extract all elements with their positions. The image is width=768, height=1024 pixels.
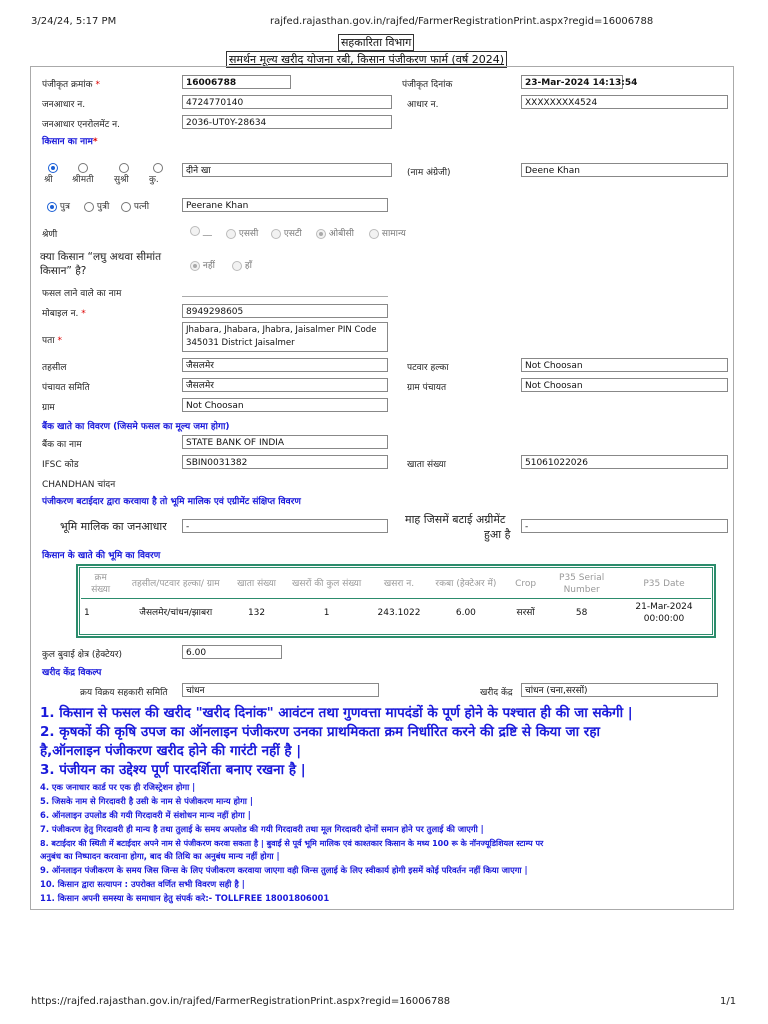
category-blank[interactable]: __: [190, 226, 212, 237]
col-khata: खाता संख्या: [237, 579, 276, 589]
small-farmer-yes[interactable]: हाँ: [232, 258, 252, 271]
department-title: सहकारिता विभाग: [338, 34, 414, 51]
enrol-label: जनआधार एनरोलमेंट न.: [42, 120, 120, 130]
patwar-field[interactable]: Not Choosan: [521, 358, 728, 372]
print-page-number: 1/1: [720, 996, 737, 1007]
reg-no-label: पंजीकृत क्रमांक *: [42, 80, 100, 90]
address-line-1: Jhabara, Jhabara, Jhabra, Jaisalmer PIN Code: [186, 325, 377, 335]
print-url: rajfed.rajasthan.gov.in/rajfed/FarmerRegistrationPrint.aspx?regid=16006788: [270, 16, 654, 27]
cell-crop: सरसों: [516, 608, 535, 618]
tehsil-label: तहसील: [42, 363, 67, 373]
land-owner-field[interactable]: -: [182, 519, 388, 533]
tehsil-field[interactable]: जैसलमेर: [182, 358, 388, 372]
cell-area: 6.00: [455, 608, 476, 618]
category-obc[interactable]: ओबीसी: [316, 226, 354, 239]
mobile-field[interactable]: 8949298605: [182, 304, 388, 318]
reg-date-field[interactable]: 23-Mar-2024 14:13:54: [521, 75, 623, 89]
title-label-shrimati: श्रीमती: [72, 175, 94, 185]
note-8a: 8. बटाईदार की स्थिती में बटाईदार अपने नाम से पंजीकरण करवा सकता है | बुवाई से पूर्व भूमि मालिक एवं काश्तकार किसान के मध्य 100 रू के नॉनज्यूडिशियल स्टाम्प पर: [40, 839, 544, 848]
cell-tehsil: जैसलमेर/चांधन/झाबरा: [139, 608, 213, 618]
aadhar-label: आधार न.: [407, 100, 439, 110]
society-field[interactable]: चांधन: [182, 683, 379, 697]
father-name-field[interactable]: Peerane Khan: [182, 198, 388, 212]
enrol-field[interactable]: 2036-UT0Y-28634: [182, 115, 392, 129]
note-2b: है,ऑनलाइन पंजीकरण खरीद होने की गारंटी नहीं है |: [40, 743, 302, 759]
address-field[interactable]: [182, 322, 388, 352]
address-label: पता *: [42, 336, 62, 346]
form-title: समर्थन मूल्य खरीद योजना रबी, किसान पंजीकरण फार्म (वर्ष 2024): [226, 51, 507, 68]
col-p35-serial: P35 Serial Number: [559, 573, 605, 595]
name-hindi-field[interactable]: दीने खा: [182, 163, 392, 177]
gram-label: ग्राम: [42, 403, 55, 413]
small-farmer-question-2: किसान” है?: [40, 265, 87, 277]
category-general[interactable]: सामान्य: [369, 226, 406, 239]
agreement-month-field[interactable]: -: [521, 519, 728, 533]
cell-khasra-count: 1: [323, 608, 330, 618]
panchayat-samiti-label: पंचायत समिति: [42, 383, 90, 393]
gram-panchayat-label: ग्राम पंचायत: [407, 383, 447, 393]
address-line-2: 345031 District Jaisalmer: [186, 338, 295, 348]
print-footer-url: https://rajfed.rajasthan.gov.in/rajfed/FarmerRegistrationPrint.aspx?regid=16006788: [31, 996, 451, 1007]
land-table-header: [81, 570, 711, 599]
reg-no-field[interactable]: 16006788: [182, 75, 291, 89]
centre-section-title: खरीद केंद्र विकल्प: [42, 668, 102, 678]
centre-field[interactable]: चांधन (चना,सरसों): [521, 683, 718, 697]
aadhar-field[interactable]: XXXXXXXX4524: [521, 95, 728, 109]
note-3: 3. पंजीयन का उद्देश्य पूर्ण पारदर्शिता बनाए रखना है |: [40, 762, 306, 778]
relation-patni[interactable]: पत्नी: [121, 199, 149, 212]
society-label: क्रय विक्रय सहकारी समिति: [80, 688, 168, 698]
col-tehsil: तहसील/पटवार हल्का/ ग्राम: [131, 579, 220, 589]
centre-label: खरीद केंद्र: [480, 688, 513, 698]
bank-branch: CHANDHAN चांदन: [42, 480, 116, 490]
small-farmer-question-1: क्या किसान “लघु अथवा सीमांत: [40, 251, 162, 263]
bank-name-field[interactable]: STATE BANK OF INDIA: [182, 435, 388, 449]
note-11: 11. किसान अपनी समस्या के समाधान हेतु संपर्क करे:- TOLLFREE 18001806001: [40, 893, 330, 903]
sharecrop-section-title: पंजीकरण बटाईदार द्वारा करवाया है तो भूमि मालिक एवं एग्रीमेंट संक्षिप्त विवरण: [42, 497, 301, 507]
print-datetime: 3/24/24, 5:17 PM: [31, 16, 117, 27]
mobile-label: मोबाइल न. *: [42, 309, 86, 319]
crop-bringer-label: फसल लाने वाले का नाम: [42, 289, 122, 299]
col-area: रकबा (हेक्टेअर में): [435, 579, 497, 589]
note-1: 1. किसान से फसल की खरीद "खरीद दिनांक" आवंटन तथा गुणवत्ता मापदंडों के पूर्ण होने के पश्चात ही की जा सकेगी |: [40, 705, 633, 721]
col-serial: क्रम संख्या: [91, 573, 111, 595]
cell-p35-date: 21-Mar-2024 00:00:00: [635, 602, 693, 624]
name-english-label: (नाम अंग्रेजी): [407, 168, 451, 178]
agreement-month-label-1: माह जिसमें बटाई अग्रीमेंट: [405, 513, 506, 526]
crop-bringer-field[interactable]: [182, 296, 388, 297]
note-5: 5. जिसके नाम से गिरदावरी है उसी के नाम से पंजीकरण मान्य होगा |: [40, 796, 253, 806]
col-khasra-no: खसरा न.: [383, 579, 415, 589]
category-st[interactable]: एसटी: [271, 226, 302, 239]
patwar-label: पटवार हल्का: [407, 363, 449, 373]
account-field[interactable]: 51061022026: [521, 455, 728, 469]
name-english-field[interactable]: Deene Khan: [521, 163, 728, 177]
janaadhar-field[interactable]: 4724770140: [182, 95, 392, 109]
table-row: [81, 599, 711, 628]
category-label: श्रेणी: [42, 230, 58, 240]
panchayat-samiti-field[interactable]: जैसलमेर: [182, 378, 388, 392]
title-label-ku: कु.: [149, 175, 159, 185]
bank-name-label: बैंक का नाम: [42, 440, 82, 450]
col-khasra-count: खसरों की कुल संख्या: [291, 579, 362, 589]
col-p35-date: P35 Date: [643, 579, 685, 589]
note-2a: 2. कृषकों की कृषि उपज का ऑनलाइन पंजीकरण उनका प्राथमिकता क्रम निर्धारित करने की द्रष्टि से किया जा रहा: [40, 724, 600, 740]
total-area-label: कुल बुवाई क्षेत्र (हेक्टेयर): [42, 650, 123, 660]
account-label: खाता संख्या: [407, 460, 446, 470]
col-crop: Crop: [515, 579, 537, 589]
cell-serial: 1: [84, 608, 90, 618]
land-table-border: [76, 564, 716, 638]
reg-date-label: पंजीकृत दिनांक: [402, 80, 453, 90]
note-9: 9. ऑनलाइन पंजीकरण के समय जिस जिन्स के लिए पंजीकरण करवाया जाएगा वही जिन्स तुलाई के लिए स्वीकार्य होगी इसमें कोई परिवर्तन नहीं किया जाएगा |: [40, 865, 528, 875]
farmer-name-section: किसान का नाम*: [42, 137, 98, 147]
agreement-month-label-2: हुआ है: [484, 528, 511, 541]
cell-p35-serial: 58: [575, 608, 588, 618]
bank-section-title: बैंक खाते का विवरण (जिसमे फसल का मूल्य जमा होगा): [42, 422, 230, 432]
ifsc-field[interactable]: SBIN0031382: [182, 455, 388, 469]
title-label-sushri: सुश्री: [114, 175, 129, 185]
relation-putra[interactable]: पुत्र: [47, 199, 70, 212]
note-8b: अनुबंध का निष्पादन करवाना होगा, बाद की तिथि का अनुबंध मान्य नहीं होगा |: [40, 851, 280, 861]
title-label-shri: श्री: [44, 175, 53, 185]
janaadhar-label: जनआधार न.: [42, 100, 86, 110]
relation-putri[interactable]: पुत्री: [84, 199, 109, 212]
note-7: 7. पंजीकरण हेतु गिरदावरी ही मान्य है तथा तुलाई के समय अपलोड की गयी गिरदावरी तथा मूल गिरदावरी दोनों समान होने पर तुलाई की जाएगी |: [40, 824, 484, 834]
note-6: 6. ऑनलाइन उपलोड की गयी गिरदावरी में संशोधन मान्य नहीं होगा |: [40, 810, 251, 820]
land-table: [81, 570, 711, 627]
land-section-title: किसान के खाते की भूमि का विवरण: [42, 551, 161, 561]
land-owner-label: भूमि मालिक का जनआधार: [60, 520, 167, 533]
gram-field[interactable]: Not Choosan: [182, 398, 388, 412]
note-10: 10. किसान द्वारा सत्यापन : उपरोक्त वर्णित सभी विवरण सही है |: [40, 879, 245, 889]
ifsc-label: IFSC कोड: [42, 460, 79, 470]
category-sc[interactable]: एससी: [226, 226, 258, 239]
note-4: 4. एक जनाधार कार्ड पर एक ही रजिस्ट्रेशन होगा |: [40, 782, 196, 792]
cell-khata: 132: [247, 608, 266, 618]
small-farmer-no[interactable]: नहीं: [190, 258, 215, 271]
gram-panchayat-field[interactable]: Not Choosan: [521, 378, 728, 392]
cell-khasra-no: 243.1022: [377, 608, 421, 618]
total-area-field[interactable]: 6.00: [182, 645, 282, 659]
